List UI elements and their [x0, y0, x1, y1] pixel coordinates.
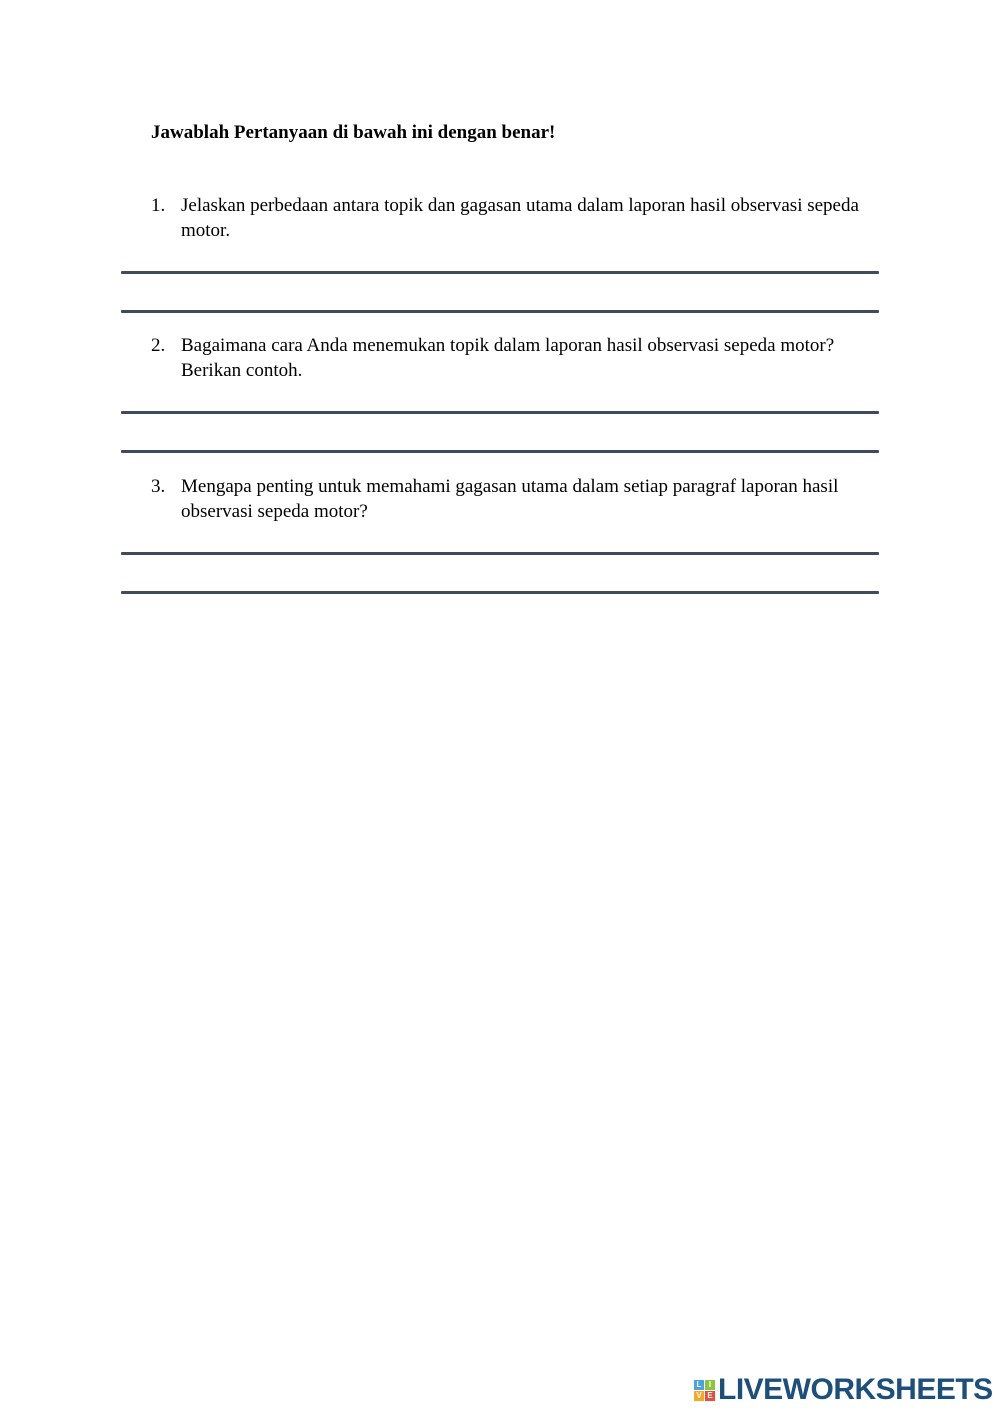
question-text: Mengapa penting untuk memahami gagasan utama dalam setiap paragraf laporan hasil observasi sepeda motor?	[181, 476, 839, 522]
logo-letter-l: L	[694, 1380, 704, 1390]
question-3	[151, 474, 886, 524]
logo-letter-i: I	[705, 1380, 715, 1390]
live-grid-icon	[694, 1380, 715, 1401]
answer-line-1a[interactable]	[121, 271, 879, 274]
question-1	[151, 193, 886, 243]
question-text: Bagaimana cara Anda menemukan topik dalam laporan hasil observasi sepeda motor? Berikan contoh.	[181, 335, 835, 381]
answer-line-1b[interactable]	[121, 310, 879, 313]
liveworksheets-logo	[694, 1374, 993, 1406]
logo-letter-v: V	[694, 1391, 704, 1401]
brand-name: LIVEWORKSHEETS	[718, 1373, 993, 1406]
question-number: 2.	[151, 335, 166, 356]
answer-line-3b[interactable]	[121, 591, 879, 594]
answer-line-2b[interactable]	[121, 450, 879, 453]
question-2	[151, 333, 886, 383]
question-number: 1.	[151, 195, 166, 216]
answer-line-2a[interactable]	[121, 411, 879, 414]
answer-line-3a[interactable]	[121, 552, 879, 555]
logo-letter-e: E	[705, 1391, 715, 1401]
question-text: Jelaskan perbedaan antara topik dan gagasan utama dalam laporan hasil observasi sepeda motor.	[181, 195, 859, 241]
question-number: 3.	[151, 476, 166, 497]
instruction-heading: Jawablah Pertanyaan di bawah ini dengan benar!	[151, 122, 556, 143]
